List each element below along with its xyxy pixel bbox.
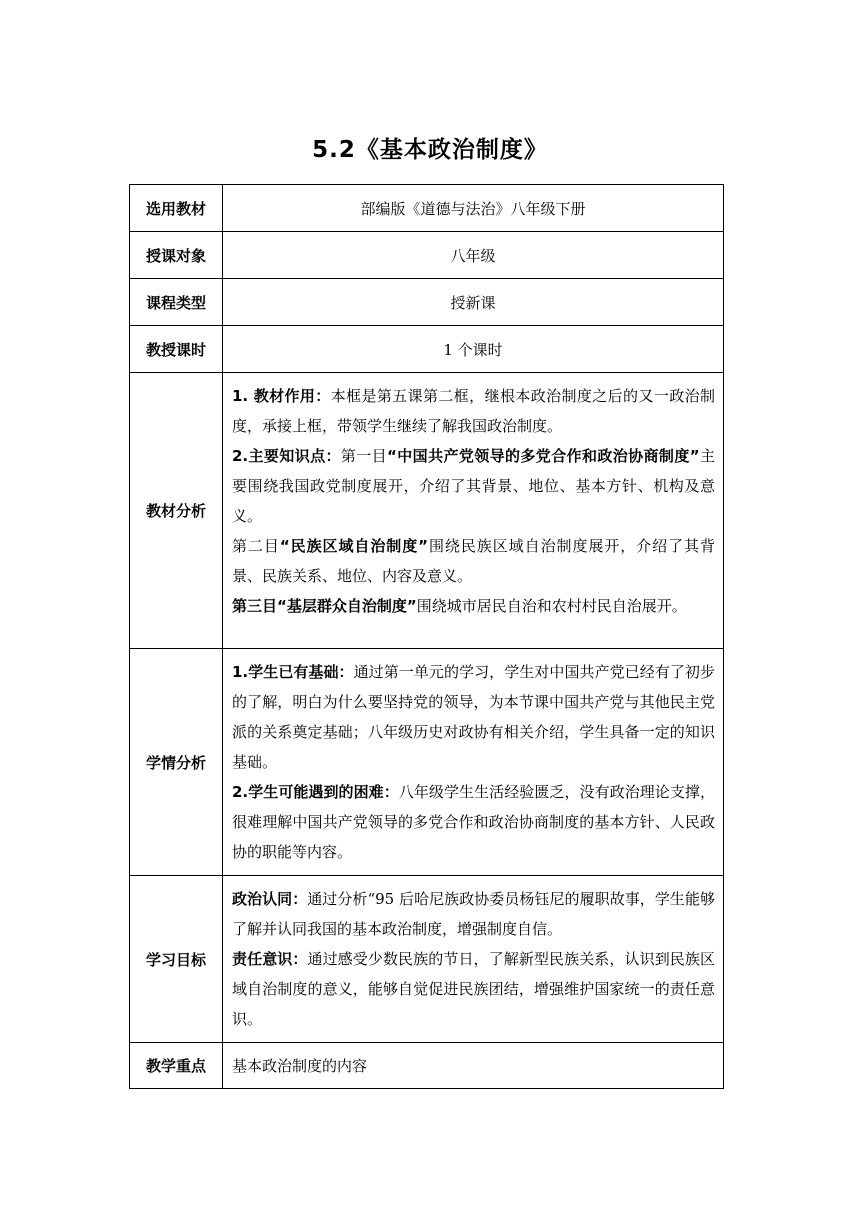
bold-heading: 1.学生已有基础： <box>232 663 354 681</box>
paragraph-text: 围绕民族区域自治制度展开，介绍了其背景、民族关系、地位、内容及意义。 <box>232 537 715 585</box>
row-label: 教授课时 <box>130 326 223 373</box>
page-title: 5.2《基本政治制度》 <box>312 137 548 163</box>
paragraph-text: 主要围绕我国政党制度展开，介绍了其背景、地位、基本方针、机构及意义。 <box>232 447 715 525</box>
material-paragraph <box>232 531 715 591</box>
bold-phrase: “中国共产党领导的多党合作和政治协商制度” <box>387 447 700 465</box>
table-row-learning-goals <box>130 876 724 1043</box>
row-label: 学情分析 <box>130 649 223 876</box>
row-label: 教学重点 <box>130 1043 223 1089</box>
paragraph-text: 通过感受少数民族的节日，了解新型民族关系，认识到民族区域自治制度的意义，能够自觉促进民族团结，增强维护国家统一的责任意识。 <box>232 950 715 1028</box>
bold-heading: 2.学生可能遇到的困难： <box>232 783 399 801</box>
teaching-focus-content: 基本政治制度的内容 <box>223 1043 724 1089</box>
row-label: 学习目标 <box>130 876 223 1043</box>
student-paragraph <box>232 657 715 777</box>
paragraph-text: 围绕城市居民自治和农村村民自治展开。 <box>416 597 687 615</box>
goal-paragraph <box>232 884 715 944</box>
table-row <box>130 185 724 232</box>
paragraph-text: 八年级学生生活经验匮乏，没有政治理论支撑，很难理解中国共产党领导的多党合作和政治协商制度的基本方针、人民政协的职能等内容。 <box>232 783 715 861</box>
paragraph-text: 通过第一单元的学习，学生对中国共产党已经有了初步的了解，明白为什么要坚持党的领导，为本节课中国共产党与其他民主党派的关系奠定基础；八年级历史对政协有相关介绍，学生具备一定的知识基础。 <box>232 663 715 771</box>
table-row-teaching-focus <box>130 1043 724 1089</box>
row-value: 授新课 <box>223 279 724 326</box>
student-analysis-content <box>223 649 724 876</box>
lesson-plan-table <box>129 184 724 1089</box>
paragraph-text: 本框是第五课第二框，继根本政治制度之后的又一政治制度，承接上框，带领学生继续了解我国政治制度。 <box>232 387 715 435</box>
material-analysis-content <box>223 373 724 649</box>
row-value: 1 个课时 <box>223 326 724 373</box>
paragraph-text: 第一目 <box>340 447 388 465</box>
material-paragraph <box>232 591 715 621</box>
row-label: 教材分析 <box>130 373 223 649</box>
row-value: 部编版《道德与法治》八年级下册 <box>223 185 724 232</box>
bold-phrase: “民族区域自治制度” <box>279 537 429 555</box>
table-row-student-analysis <box>130 649 724 876</box>
paragraph-text: 通过分析“95 后哈尼族政协委员杨钰尼的履职故事，学生能够了解并认同我国的基本政治制度，增强制度自信。 <box>232 890 715 938</box>
material-paragraph <box>232 381 715 441</box>
row-value: 八年级 <box>223 232 724 279</box>
student-paragraph <box>232 777 715 867</box>
row-label: 选用教材 <box>130 185 223 232</box>
bold-heading: 政治认同： <box>232 890 308 908</box>
bold-heading: 1. 教材作用： <box>232 387 331 405</box>
table-row <box>130 232 724 279</box>
table-row <box>130 326 724 373</box>
row-label: 授课对象 <box>130 232 223 279</box>
table-row-material-analysis <box>130 373 724 649</box>
bold-heading: 2.主要知识点： <box>232 447 341 465</box>
learning-goals-content <box>223 876 724 1043</box>
material-paragraph <box>232 441 715 531</box>
bold-heading: 第三目“基层群众自治制度” <box>232 597 417 615</box>
paragraph-text: 第二目 <box>232 537 280 555</box>
goal-paragraph <box>232 944 715 1034</box>
bold-heading: 责任意识： <box>232 950 308 968</box>
table-row <box>130 279 724 326</box>
row-label: 课程类型 <box>130 279 223 326</box>
